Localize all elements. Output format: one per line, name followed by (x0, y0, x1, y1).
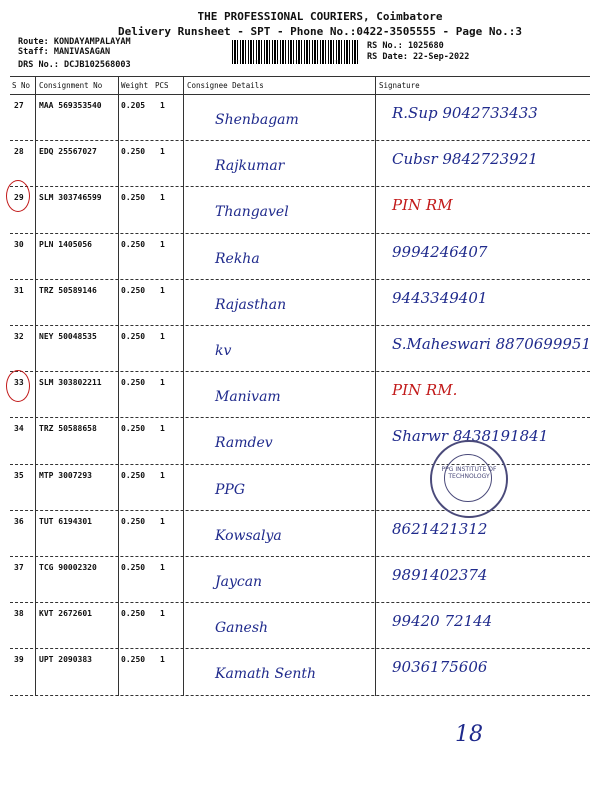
row-separator (10, 325, 590, 326)
table-top-border (10, 76, 590, 77)
row-pcs: 1 (160, 285, 165, 295)
row-weight: 0.250 (121, 239, 146, 249)
row-weight: 0.250 (121, 424, 146, 434)
row-signature: PIN RM (392, 196, 453, 215)
col-header-sno: S No (12, 81, 31, 90)
row-sno: 32 (14, 332, 24, 341)
row-signature: Cubsr 9842723921 (392, 150, 538, 169)
row-sno: 29 (14, 193, 24, 203)
row-consignment: KVT 2672601 (39, 609, 92, 619)
row-pcs: 1 (160, 378, 165, 388)
row-weight: 0.250 (121, 655, 146, 665)
row-signature: R.Sup 9042733433 (392, 104, 538, 122)
row-separator (10, 371, 590, 372)
row-consignee-name: Ganesh (215, 620, 269, 637)
row-separator (10, 602, 590, 603)
col-header-consignee: Consignee Details (187, 81, 264, 90)
route-text: Route: KONDAYAMPALAYAM (18, 37, 131, 47)
red-circle-mark (6, 370, 30, 402)
row-consignee-name: Rajkumar (215, 158, 285, 175)
row-separator (10, 510, 590, 511)
staff-text: Staff: MANIVASAGAN (18, 47, 111, 57)
row-consignee-name: PPG (215, 481, 246, 498)
row-pcs: 1 (160, 101, 165, 110)
row-weight: 0.250 (121, 609, 146, 619)
row-separator (10, 556, 590, 557)
row-weight: 0.205 (121, 101, 146, 110)
row-weight: 0.250 (121, 516, 146, 526)
row-weight: 0.250 (121, 332, 146, 341)
row-signature: 99420 72144 (392, 612, 493, 631)
row-signature: S.Maheswari 8870699951 (392, 335, 591, 353)
barcode (232, 40, 360, 64)
row-sno: 30 (14, 239, 24, 249)
row-sno: 39 (14, 655, 24, 665)
row-consignee-name: Jaycan (215, 574, 263, 590)
row-sno: 31 (14, 285, 24, 295)
row-signature: 8621421312 (392, 519, 488, 538)
row-sno: 35 (14, 470, 24, 480)
row-weight: 0.250 (121, 563, 146, 572)
row-pcs: 1 (160, 193, 165, 203)
row-pcs: 1 (160, 332, 165, 341)
row-weight: 0.250 (121, 378, 146, 388)
rs-number: RS No.: 1025680 (367, 41, 444, 51)
row-pcs: 1 (160, 239, 165, 249)
row-separator (10, 233, 590, 234)
runsheet-title: Delivery Runsheet - SPT - Phone No.:0422-3505555 - Page No.:3 (118, 25, 522, 38)
row-separator (10, 279, 590, 280)
row-consignment: TCG 90002320 (39, 563, 97, 572)
row-consignment: NEY 50048535 (39, 332, 97, 341)
row-consignee-name: Rekha (215, 250, 260, 267)
row-pcs: 1 (160, 609, 165, 619)
red-circle-mark (6, 180, 30, 212)
row-signature: 9994246407 (392, 242, 488, 261)
row-consignment: EDQ 25567027 (39, 147, 97, 157)
rs-date: RS Date: 22-Sep-2022 (367, 52, 470, 62)
row-consignee-name: Rajasthan (215, 296, 287, 313)
row-pcs: 1 (160, 655, 165, 665)
row-consignment: UPT 2090383 (39, 655, 92, 665)
row-consignment: PLN 1405056 (39, 239, 92, 249)
row-consignee-name: Manivam (215, 389, 281, 406)
row-signature: 9891402374 (392, 566, 488, 584)
row-pcs: 1 (160, 147, 165, 157)
row-consignment: MTP 3007293 (39, 470, 92, 480)
row-weight: 0.250 (121, 285, 146, 295)
row-sno: 37 (14, 563, 24, 572)
row-consignee-name: Kamath Senth (215, 666, 317, 683)
row-signature: 9443349401 (392, 288, 488, 307)
row-pcs: 1 (160, 563, 165, 572)
row-consignee-name: Shenbagam (215, 112, 299, 128)
row-signature: Sharwr 8438191841 (392, 427, 549, 446)
col-header-weight: Weight (121, 81, 149, 90)
row-separator (10, 417, 590, 418)
row-consignment: SLM 303802211 (39, 378, 102, 388)
row-weight: 0.250 (121, 147, 146, 157)
row-consignment: TRZ 50589146 (39, 285, 97, 295)
row-sno: 28 (14, 147, 24, 157)
row-weight: 0.250 (121, 193, 146, 203)
col-header-pcs: PCS (155, 81, 169, 90)
row-consignment: TUT 6194301 (39, 516, 92, 526)
col-header-consignment: Consignment No (39, 81, 103, 90)
row-pcs: 1 (160, 516, 165, 526)
row-sno: 34 (14, 424, 24, 434)
row-separator (10, 140, 590, 141)
row-sno: 36 (14, 516, 24, 526)
row-signature: PIN RM. (392, 381, 458, 400)
row-weight: 0.250 (121, 470, 146, 480)
company-title: THE PROFESSIONAL COURIERS, Coimbatore (197, 10, 443, 23)
row-sno: 38 (14, 609, 24, 619)
row-sno: 33 (14, 378, 24, 388)
row-consignment: MAA 569353540 (39, 101, 102, 110)
row-consignee-name: Thangavel (215, 204, 289, 221)
row-consignee-name: kv (215, 343, 232, 359)
row-consignee-name: Kowsalya (215, 527, 282, 544)
col-header-signature: Signature (379, 81, 420, 90)
row-pcs: 1 (160, 424, 165, 434)
row-consignee-name: Ramdev (215, 435, 273, 452)
institute-stamp: PPG INSTITUTE OF TECHNOLOGY (430, 440, 508, 518)
drs-number: DRS No.: DCJB102568003 (18, 60, 131, 70)
row-pcs: 1 (160, 470, 165, 480)
row-separator (10, 648, 590, 649)
row-separator (10, 186, 590, 187)
row-consignment: SLM 303746599 (39, 193, 102, 203)
table-header-border (10, 94, 590, 95)
row-signature: 9036175606 (392, 658, 488, 677)
row-consignment: TRZ 50588658 (39, 424, 97, 434)
row-sno: 27 (14, 101, 24, 110)
row-separator (10, 695, 590, 696)
footer-note: 18 (455, 722, 483, 747)
